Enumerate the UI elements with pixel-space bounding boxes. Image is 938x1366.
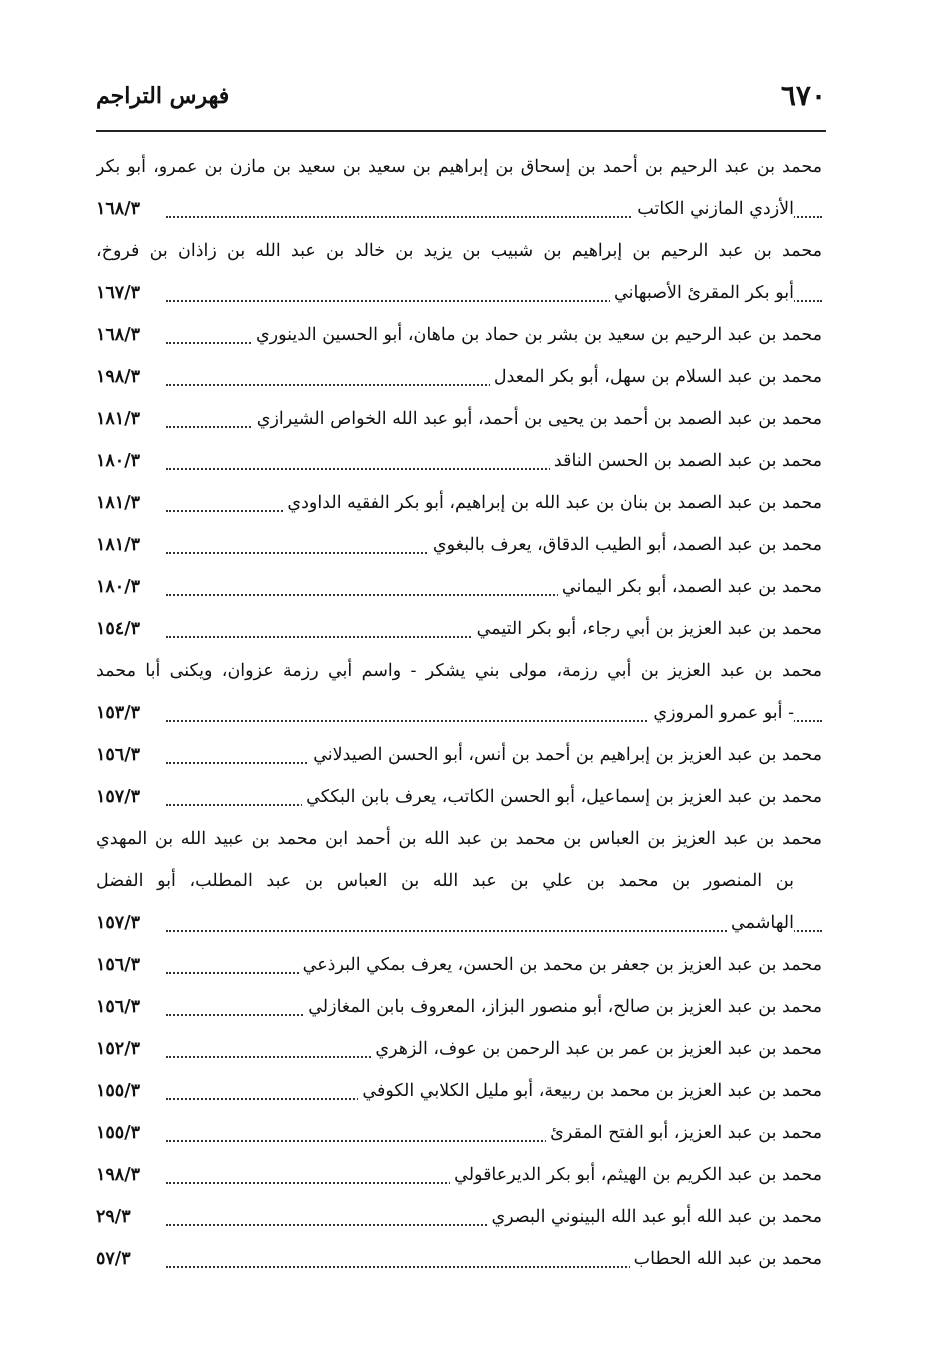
entry-text: محمد بن عبد العزيز بن إسماعيل، أبو الحسن الكاتب، يعرف بابن البككي bbox=[302, 776, 822, 818]
index-entry-line bbox=[96, 146, 822, 188]
index-entry-line bbox=[96, 1154, 822, 1196]
entry-text: محمد بن عبد الله أبو عبد الله البينوني البصري bbox=[487, 1196, 822, 1238]
entry-text: محمد بن عبد الصمد بن الحسن الناقد bbox=[550, 440, 822, 482]
volume-page-reference: ٥٧/٣ bbox=[96, 1238, 137, 1280]
index-entry-line bbox=[96, 986, 822, 1028]
index-entry-line bbox=[96, 314, 822, 356]
entry-text: محمد بن عبد السلام بن سهل، أبو بكر المعدل bbox=[490, 356, 822, 398]
entry-text: محمد بن عبد العزيز بن أبي رجاء، أبو بكر التيمي bbox=[473, 608, 822, 650]
volume-page-reference: ١٩٨/٣ bbox=[96, 1154, 146, 1196]
entry-text: محمد بن عبد الصمد بن أحمد بن يحيى بن أحمد، أبو عبد الله الخواص الشيرازي bbox=[253, 398, 822, 440]
index-entry-line bbox=[96, 902, 822, 944]
volume-page-reference: ١٨١/٣ bbox=[96, 398, 146, 440]
entry-text: محمد بن عبد الله الحطاب bbox=[630, 1238, 822, 1280]
index-entry-line bbox=[96, 944, 822, 986]
index-entry-line bbox=[96, 776, 822, 818]
index-entry-line bbox=[96, 482, 822, 524]
page-number: ٦٧٠ bbox=[780, 79, 826, 112]
volume-page-reference: ١٥٤/٣ bbox=[96, 608, 146, 650]
index-entry-line bbox=[96, 1112, 822, 1154]
volume-page-reference: ١٥٣/٣ bbox=[96, 692, 146, 734]
index-entry-line bbox=[96, 398, 822, 440]
entry-text: بن المنصور بن محمد بن علي بن عبد الله بن العباس بن عبد المطلب، أبو الفضل bbox=[96, 860, 794, 902]
volume-page-reference: ١٨١/٣ bbox=[96, 524, 146, 566]
volume-page-reference: ١٥٢/٣ bbox=[96, 1028, 146, 1070]
entry-text: محمد بن عبد الرحيم بن سعيد بن بشر بن حماد بن ماهان، أبو الحسين الدينوري bbox=[252, 314, 822, 356]
index-entry-line bbox=[96, 524, 822, 566]
running-title: فهرس التراجم bbox=[96, 83, 230, 109]
volume-page-reference: ١٥٦/٣ bbox=[96, 986, 146, 1028]
index-entry-line bbox=[96, 272, 822, 314]
entry-text: محمد بن عبد العزيز بن جعفر بن محمد بن الحسن، يعرف بمكي البرذعي bbox=[299, 944, 822, 986]
entry-text: محمد بن عبد العزيز بن العباس بن محمد بن عبد الله بن أحمد ابن محمد بن عبيد الله بن المهدي bbox=[96, 818, 822, 860]
index-entry-line bbox=[96, 188, 822, 230]
entry-text: محمد بن عبد العزيز بن صالح، أبو منصور البزاز، المعروف بابن المغازلي bbox=[304, 986, 822, 1028]
volume-page-reference: ١٥٥/٣ bbox=[96, 1112, 146, 1154]
index-entry-line bbox=[96, 230, 822, 272]
volume-page-reference: ١٩٨/٣ bbox=[96, 356, 146, 398]
entry-text: محمد بن عبد العزيز بن عمر بن عبد الرحمن بن عوف، الزهري bbox=[371, 1028, 822, 1070]
index-entry-line bbox=[96, 1070, 822, 1112]
entry-text: أبو بكر المقرئ الأصبهاني bbox=[610, 272, 794, 314]
index-entry-line bbox=[96, 1028, 822, 1070]
index-entry-line bbox=[96, 860, 822, 902]
entry-text: محمد بن عبد الصمد، أبو بكر اليماني bbox=[558, 566, 822, 608]
entry-text: الأزدي المازني الكاتب bbox=[633, 188, 794, 230]
volume-page-reference: ٢٩/٣ bbox=[96, 1196, 137, 1238]
volume-page-reference: ١٨١/٣ bbox=[96, 482, 146, 524]
entry-text: محمد بن عبد الصمد، أبو الطيب الدقاق، يعرف بالبغوي bbox=[429, 524, 822, 566]
index-entry-line bbox=[96, 692, 822, 734]
index-entry-line bbox=[96, 1238, 822, 1280]
index-entry-line bbox=[96, 608, 822, 650]
index-entry-line bbox=[96, 356, 822, 398]
entry-text: محمد بن عبد الرحيم بن إبراهيم بن شبيب بن يزيد بن خالد بن عبد الله بن زاذان بن فروخ، bbox=[96, 230, 822, 272]
volume-page-reference: ١٥٥/٣ bbox=[96, 1070, 146, 1112]
index-entry-line bbox=[96, 566, 822, 608]
index-entry-line bbox=[96, 1196, 822, 1238]
header-divider bbox=[96, 130, 826, 132]
entry-text: محمد بن عبد العزيز بن أبي رزمة، مولى بني يشكر - واسم أبي رزمة عزوان، ويكنى أبا محمد bbox=[96, 650, 822, 692]
index-entry-line bbox=[96, 650, 822, 692]
volume-page-reference: ١٦٨/٣ bbox=[96, 314, 146, 356]
entry-text: محمد بن عبد العزيز، أبو الفتح المقرئ bbox=[546, 1112, 822, 1154]
volume-page-reference: ١٨٠/٣ bbox=[96, 566, 146, 608]
volume-page-reference: ١٦٨/٣ bbox=[96, 188, 146, 230]
entry-text: محمد بن عبد العزيز بن محمد بن ربيعة، أبو مليل الكلابي الكوفي bbox=[358, 1070, 822, 1112]
entry-text: محمد بن عبد الصمد بن بنان بن عبد الله بن إبراهيم، أبو بكر الفقيه الداودي bbox=[283, 482, 822, 524]
entry-text: محمد بن عبد الكريم بن الهيثم، أبو بكر الديرعاقولي bbox=[450, 1154, 822, 1196]
entry-text: محمد بن عبد العزيز بن إبراهيم بن أحمد بن أنس، أبو الحسن الصيدلاني bbox=[309, 734, 822, 776]
volume-page-reference: ١٨٠/٣ bbox=[96, 440, 146, 482]
volume-page-reference: ١٥٦/٣ bbox=[96, 734, 146, 776]
volume-page-reference: ١٥٦/٣ bbox=[96, 944, 146, 986]
index-entry-line bbox=[96, 818, 822, 860]
biography-index-list bbox=[96, 146, 822, 1280]
index-entry-line bbox=[96, 734, 822, 776]
index-entry-line bbox=[96, 440, 822, 482]
volume-page-reference: ١٥٧/٣ bbox=[96, 776, 146, 818]
entry-text: محمد بن عبد الرحيم بن أحمد بن إسحاق بن إبراهيم بن سعيد بن سعيد بن مازن بن عمرو، أبو بكر bbox=[96, 146, 822, 188]
volume-page-reference: ١٥٧/٣ bbox=[96, 902, 146, 944]
dot-leader bbox=[166, 930, 822, 932]
volume-page-reference: ١٦٧/٣ bbox=[96, 272, 146, 314]
entry-text: - أبو عمرو المروزي bbox=[649, 692, 794, 734]
entry-text: الهاشمي bbox=[727, 902, 794, 944]
page-header bbox=[96, 76, 826, 116]
